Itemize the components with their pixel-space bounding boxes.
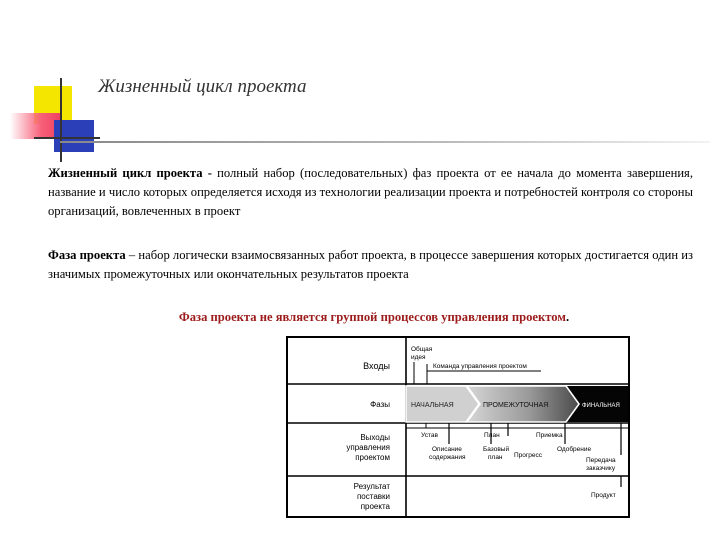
row-label-phases: Фазы	[370, 400, 390, 409]
row-label-inputs: Входы	[363, 361, 390, 371]
phase-definition	[48, 246, 693, 284]
phase-note-dot: .	[565, 310, 570, 324]
lifecycle-text: полный набор (последовательных) фаз проекта от ее начала до момента завершения, название и число которых определяется исходя из технологии реализации проекта и потребностей контроля со стороны организаций, вовлеченных в проект	[48, 166, 693, 218]
title-underline	[60, 141, 710, 143]
lifecycle-definition	[48, 164, 693, 221]
row-label-outputs-3: проектом	[355, 453, 390, 462]
input-idea-2: идея	[411, 354, 426, 361]
row-label-result-3: проекта	[360, 502, 390, 511]
decor-vertical-line	[60, 78, 62, 162]
row-label-result-1: Результат	[353, 482, 390, 491]
output-scope-2: содержания	[429, 454, 466, 461]
output-approval: Одобрение	[557, 446, 592, 453]
phase-intermediate-label: ПРОМЕЖУТОЧНАЯ	[483, 402, 549, 409]
lifecycle-term: Жизненный цикл проекта -	[48, 166, 218, 180]
phase-initial-label: НАЧАЛЬНАЯ	[411, 402, 454, 409]
output-plan: План	[484, 432, 500, 439]
output-acceptance: Приемка	[536, 432, 563, 439]
output-baseline-2: план	[488, 454, 503, 461]
phase-term: Фаза проекта	[48, 248, 126, 262]
result-product: Продукт	[591, 492, 616, 499]
row-label-outputs-1: Выходы	[360, 433, 390, 442]
phase-note	[0, 310, 720, 325]
slide-title: Жизненный цикл проекта	[98, 76, 307, 97]
phase-note-text: Фаза проекта не является группой процессов управления проектом	[178, 310, 566, 324]
output-progress: Прогресс	[514, 452, 543, 459]
phase-text: – набор логически взаимосвязанных работ проекта, в процессе завершения которых достигается один из значимых промежуточных или окончательных результатов проекта	[48, 248, 693, 281]
input-idea-1: Общая	[411, 346, 433, 353]
lifecycle-diagram	[286, 336, 630, 518]
output-scope-1: Описание	[432, 446, 462, 453]
output-handover-2: заказчику	[586, 465, 616, 472]
output-baseline-1: Базовый	[483, 446, 510, 453]
row-label-result-2: поставки	[356, 492, 390, 501]
phase-final-label: ФИНАЛЬНАЯ	[582, 403, 620, 409]
row-label-outputs-2: управления	[346, 443, 390, 452]
output-handover-1: Передача	[586, 457, 616, 464]
input-team: Команда управления проектом	[433, 363, 527, 370]
output-charter: Устав	[421, 432, 438, 439]
decor-horizontal-line	[34, 137, 100, 139]
